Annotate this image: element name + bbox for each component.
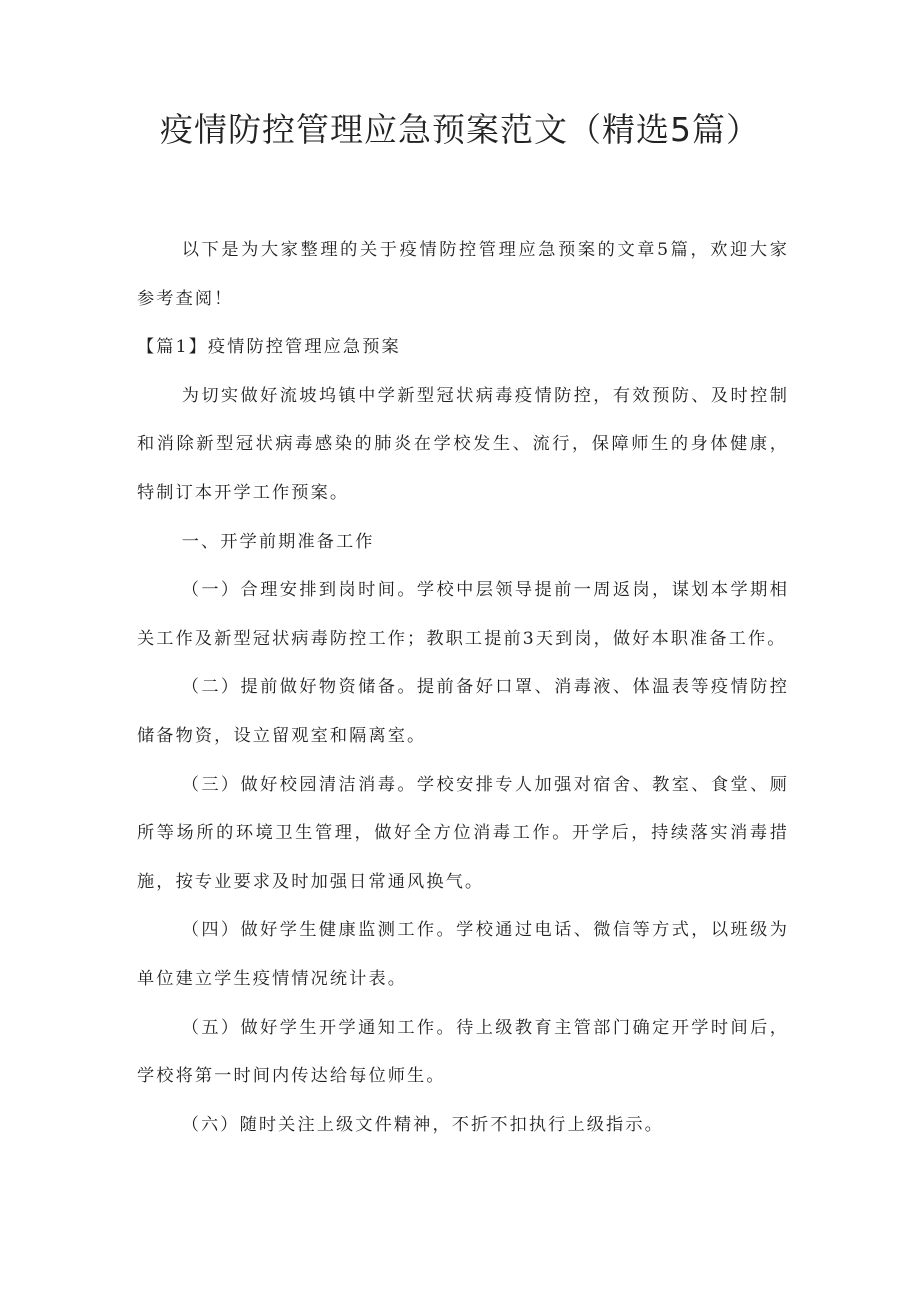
paragraph-item-6: （六）随时关注上级文件精神，不折不扣执行上级指示。 [181, 1114, 664, 1135]
paragraph-item-2: （二）提前做好物资储备。提前备好口罩、消毒液、体温表等疫情防控储备物资，设立留观室和隔离室。 [137, 677, 789, 746]
paragraph-purpose: 为切实做好流坡坞镇中学新型冠状病毒疫情防控，有效预防、及时控制和消除新型冠状病毒感染的肺炎在学校发生、流行，保障师生的身体健康，特制订本开学工作预案。 [137, 385, 789, 503]
paragraph-item-3: （三）做好校园清洁消毒。学校安排专人加强对宿舍、教室、食堂、厕所等场所的环境卫生管理，做好全方位消毒工作。开学后，持续落实消毒措施，按专业要求及时加强日常通风换气。 [137, 774, 789, 892]
paragraph-item-1: （一）合理安排到岗时间。学校中层领导提前一周返岗，谋划本学期相关工作及新型冠状病毒防控工作；教职工提前3天到岗，做好本职准备工作。 [137, 580, 789, 649]
section-heading: 【篇1】疫情防控管理应急预案 [137, 337, 401, 358]
subsection-heading: 一、开学前期准备工作 [181, 531, 375, 552]
intro-paragraph: 以下是为大家整理的关于疫情防控管理应急预案的文章5篇，欢迎大家参考查阅！ [137, 240, 789, 309]
page-title: 疫情防控管理应急预案范文（精选5篇） [160, 110, 760, 149]
paragraph-item-4: （四）做好学生健康监测工作。学校通过电话、微信等方式，以班级为单位建立学生疫情情况统计表。 [137, 920, 789, 989]
paragraph-item-5: （五）做好学生开学通知工作。待上级教育主管部门确定开学时间后，学校将第一时间内传达给每位师生。 [137, 1017, 789, 1087]
document-body [137, 226, 789, 1149]
